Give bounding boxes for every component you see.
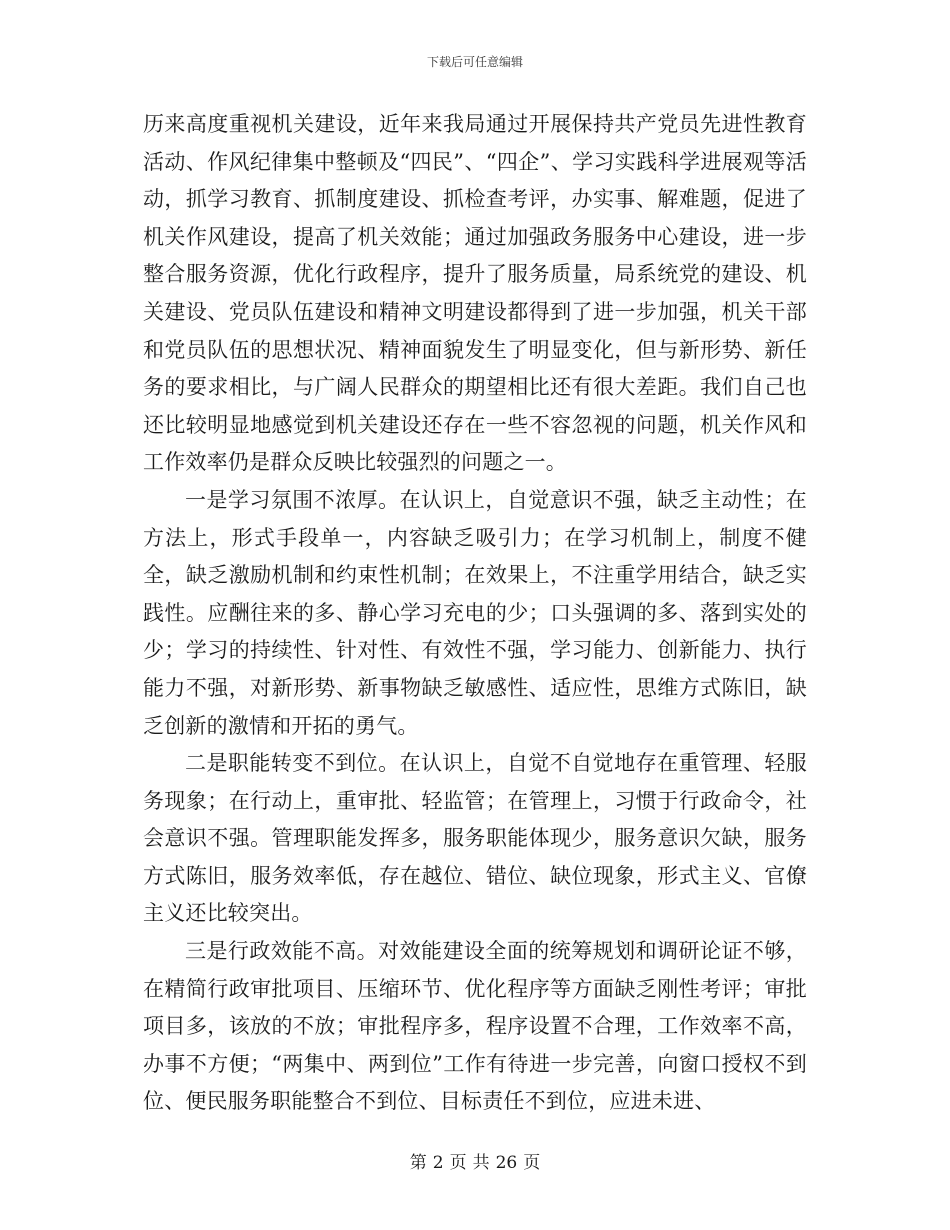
paragraph-intro: 历来高度重视机关建设，近年来我局通过开展保持共产党员先进性教育活动、作风纪律集中整顿及“四民”、“四企”、学习实践科学进展观等活动，抓学习教育、抓制度建设、抓检查考评，办实事、解难题，促进了机关作风建设，提高了机关效能；通过加强政务服务中心建设，进一步整合服务资源，优化行政程序，提升了服务质量，局系统党的建设、机关建设、党员队伍建设和精神文明建设都得到了进一步加强，机关干部和党员队伍的思想状况、精神面貌发生了明显变化，但与新形势、新任务的要求相比，与广阔人民群众的期望相比还有很大差距。我们自己也还比较明显地感觉到机关建设还存在一些不容忽视的问题，机关作风和工作效率仍是群众反映比较强烈的问题之一。	[143, 112, 807, 475]
paragraph-function-transformation: 二是职能转变不到位。在认识上，自觉不自觉地存在重管理、轻服务现象；在行动上，重审批、轻监管；在管理上，习惯于行政命令，社会意识不强。管理职能发挥多，服务职能体现少，服务意识欠缺，服务方式陈旧，服务效率低，存在越位、错位、缺位现象，形式主义、官僚主义还比较突出。	[143, 751, 807, 926]
header-note: 下载后可任意编辑	[426, 55, 523, 69]
footer-word-total: 共	[472, 1153, 490, 1173]
paragraph-administrative-efficiency: 三是行政效能不高。对效能建设全面的统筹规划和调研论证不够，在精简行政审批项目、压缩环节、优化程序等方面缺乏刚性考评；审批项目多，该放的不放；审批程序多，程序设置不合理，工作效率不高，办事不方便；“两集中、两到位”工作有待进一步完善，向窗口授权不到位、便民服务职能整合不到位、目标责任不到位，应进未进、	[143, 939, 807, 1114]
page-footer	[0, 1152, 950, 1174]
footer-word-page: 第	[409, 1153, 427, 1173]
paragraph-learning-atmosphere: 一是学习氛围不浓厚。在认识上，自觉意识不强，缺乏主动性；在方法上，形式手段单一，内容缺乏吸引力；在学习机制上，制度不健全，缺乏激励机制和约束性机制；在效果上，不注重学用结合，缺乏实践性。应酬往来的多、静心学习充电的少；口头强调的多、落到实处的少；学习的持续性、针对性、有效性不强，学习能力、创新能力、执行能力不强，对新形势、新事物缺乏敏感性、适应性，思维方式陈旧，缺乏创新的激情和开拓的勇气。	[143, 487, 807, 738]
document-body	[143, 106, 807, 1121]
footer-current-page: 2	[432, 1153, 444, 1173]
footer-word-unit-end: 页	[523, 1153, 541, 1173]
footer-total-pages: 26	[495, 1153, 518, 1173]
footer-word-unit: 页	[449, 1153, 467, 1173]
